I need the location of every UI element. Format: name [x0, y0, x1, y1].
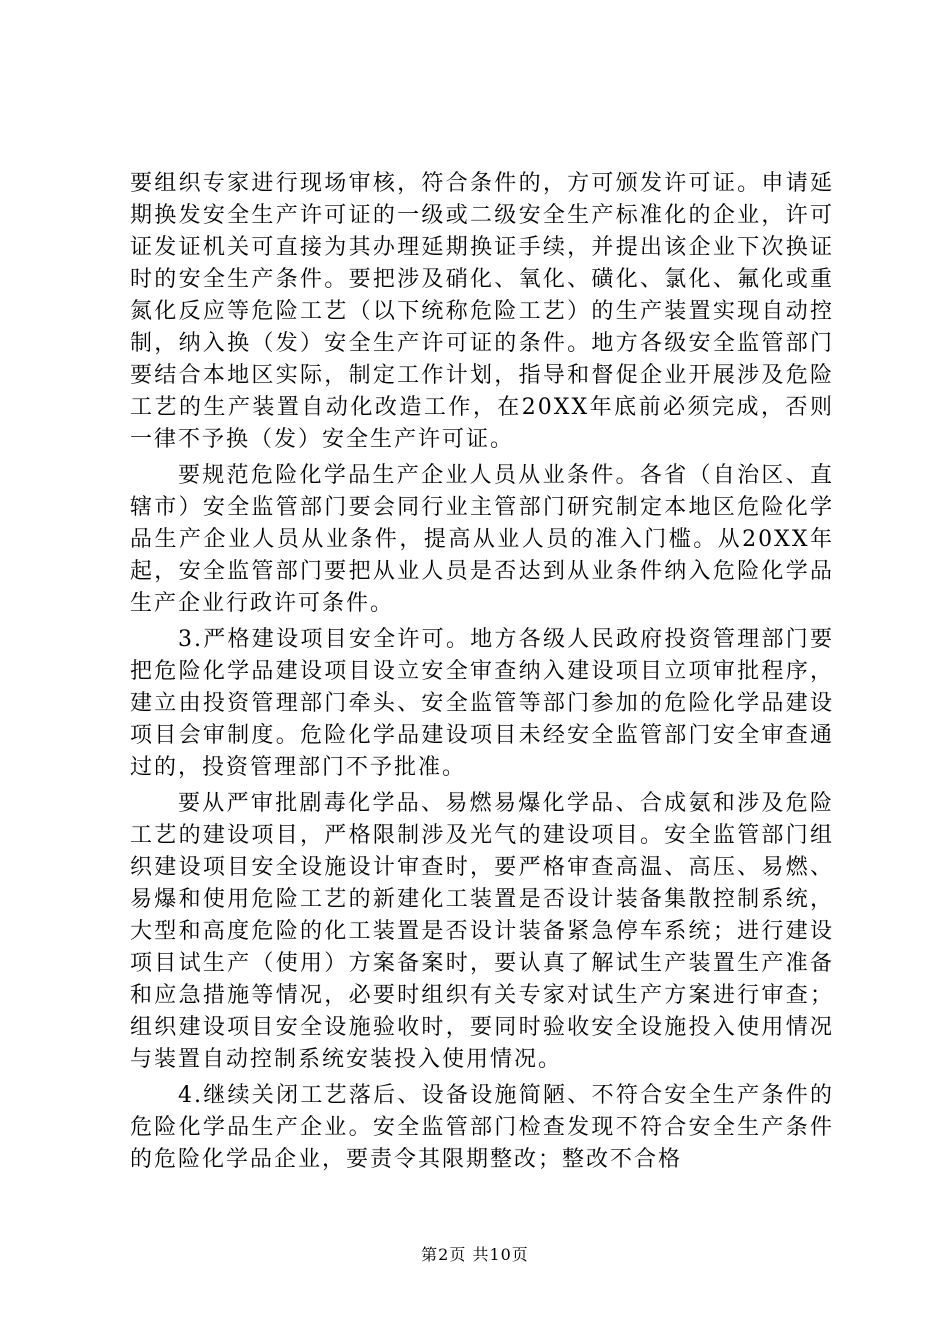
page-number-footer: 第2页 共10页 [421, 1245, 529, 1264]
document-body [130, 168, 834, 1180]
paragraph-1: 要组织专家进行现场审核，符合条件的，方可颁发许可证。申请延期换发安全生产许可证的一级或二级安全生产标准化的企业，许可证发证机关可直接为其办理延期换证手续，并提出该企业下次换证时的安全生产条件。要把涉及硝化、氧化、磺化、氯化、氟化或重氮化反应等危险工艺（以下统称危险工艺）的生产装置实现自动控制，纳入换（发）安全生产许可证的条件。地方各级安全监管部门要结合本地区实际，制定工作计划，指导和督促企业开展涉及危险工艺的生产装置自动化改造工作，在20XX年底前必须完成，否则一律不予换（发）安全生产许可证。 [130, 171, 834, 452]
paragraph-4: 要从严审批剧毒化学品、易燃易爆化学品、合成氨和涉及危险工艺的建设项目，严格限制涉及光气的建设项目。安全监管部门组织建设项目安全设施设计审查时，要严格审查高温、高压、易燃、易爆和使用危险工艺的新建化工装置是否设计装备集散控制系统，大型和高度危险的化工装置是否设计装备紧急停车系统；进行建设项目试生产（使用）方案备案时，要认真了解试生产装置生产准备和应急措施等情况，必要时组织有关专家对试生产方案进行审查；组织建设项目安全设施验收时，要同时验收安全设施投入使用情况与装置自动控制系统安装投入使用情况。 [130, 791, 834, 1072]
paragraph-3: 3.严格建设项目安全许可。地方各级人民政府投资管理部门要把危险化学品建设项目设立安全审查纳入建设项目立项审批程序，建立由投资管理部门牵头、安全监管等部门参加的危险化学品建设项目会审制度。危险化学品建设项目未经安全监管部门安全审查通过的，投资管理部门不予批准。 [130, 627, 834, 780]
paragraph-5: 4.继续关闭工艺落后、设备设施简陋、不符合安全生产条件的危险化学品生产企业。安全监管部门检查发现不符合安全生产条件的危险化学品企业，要责令其限期整改；整改不合格 [130, 1083, 834, 1172]
paragraph-2: 要规范危险化学品生产企业人员从业条件。各省（自治区、直辖市）安全监管部门要会同行业主管部门研究制定本地区危险化学品生产企业人员从业条件，提高从业人员的准入门槛。从20XX年起，安全监管部门要把从业人员是否达到从业条件纳入危险化学品生产企业行政许可条件。 [130, 463, 834, 616]
